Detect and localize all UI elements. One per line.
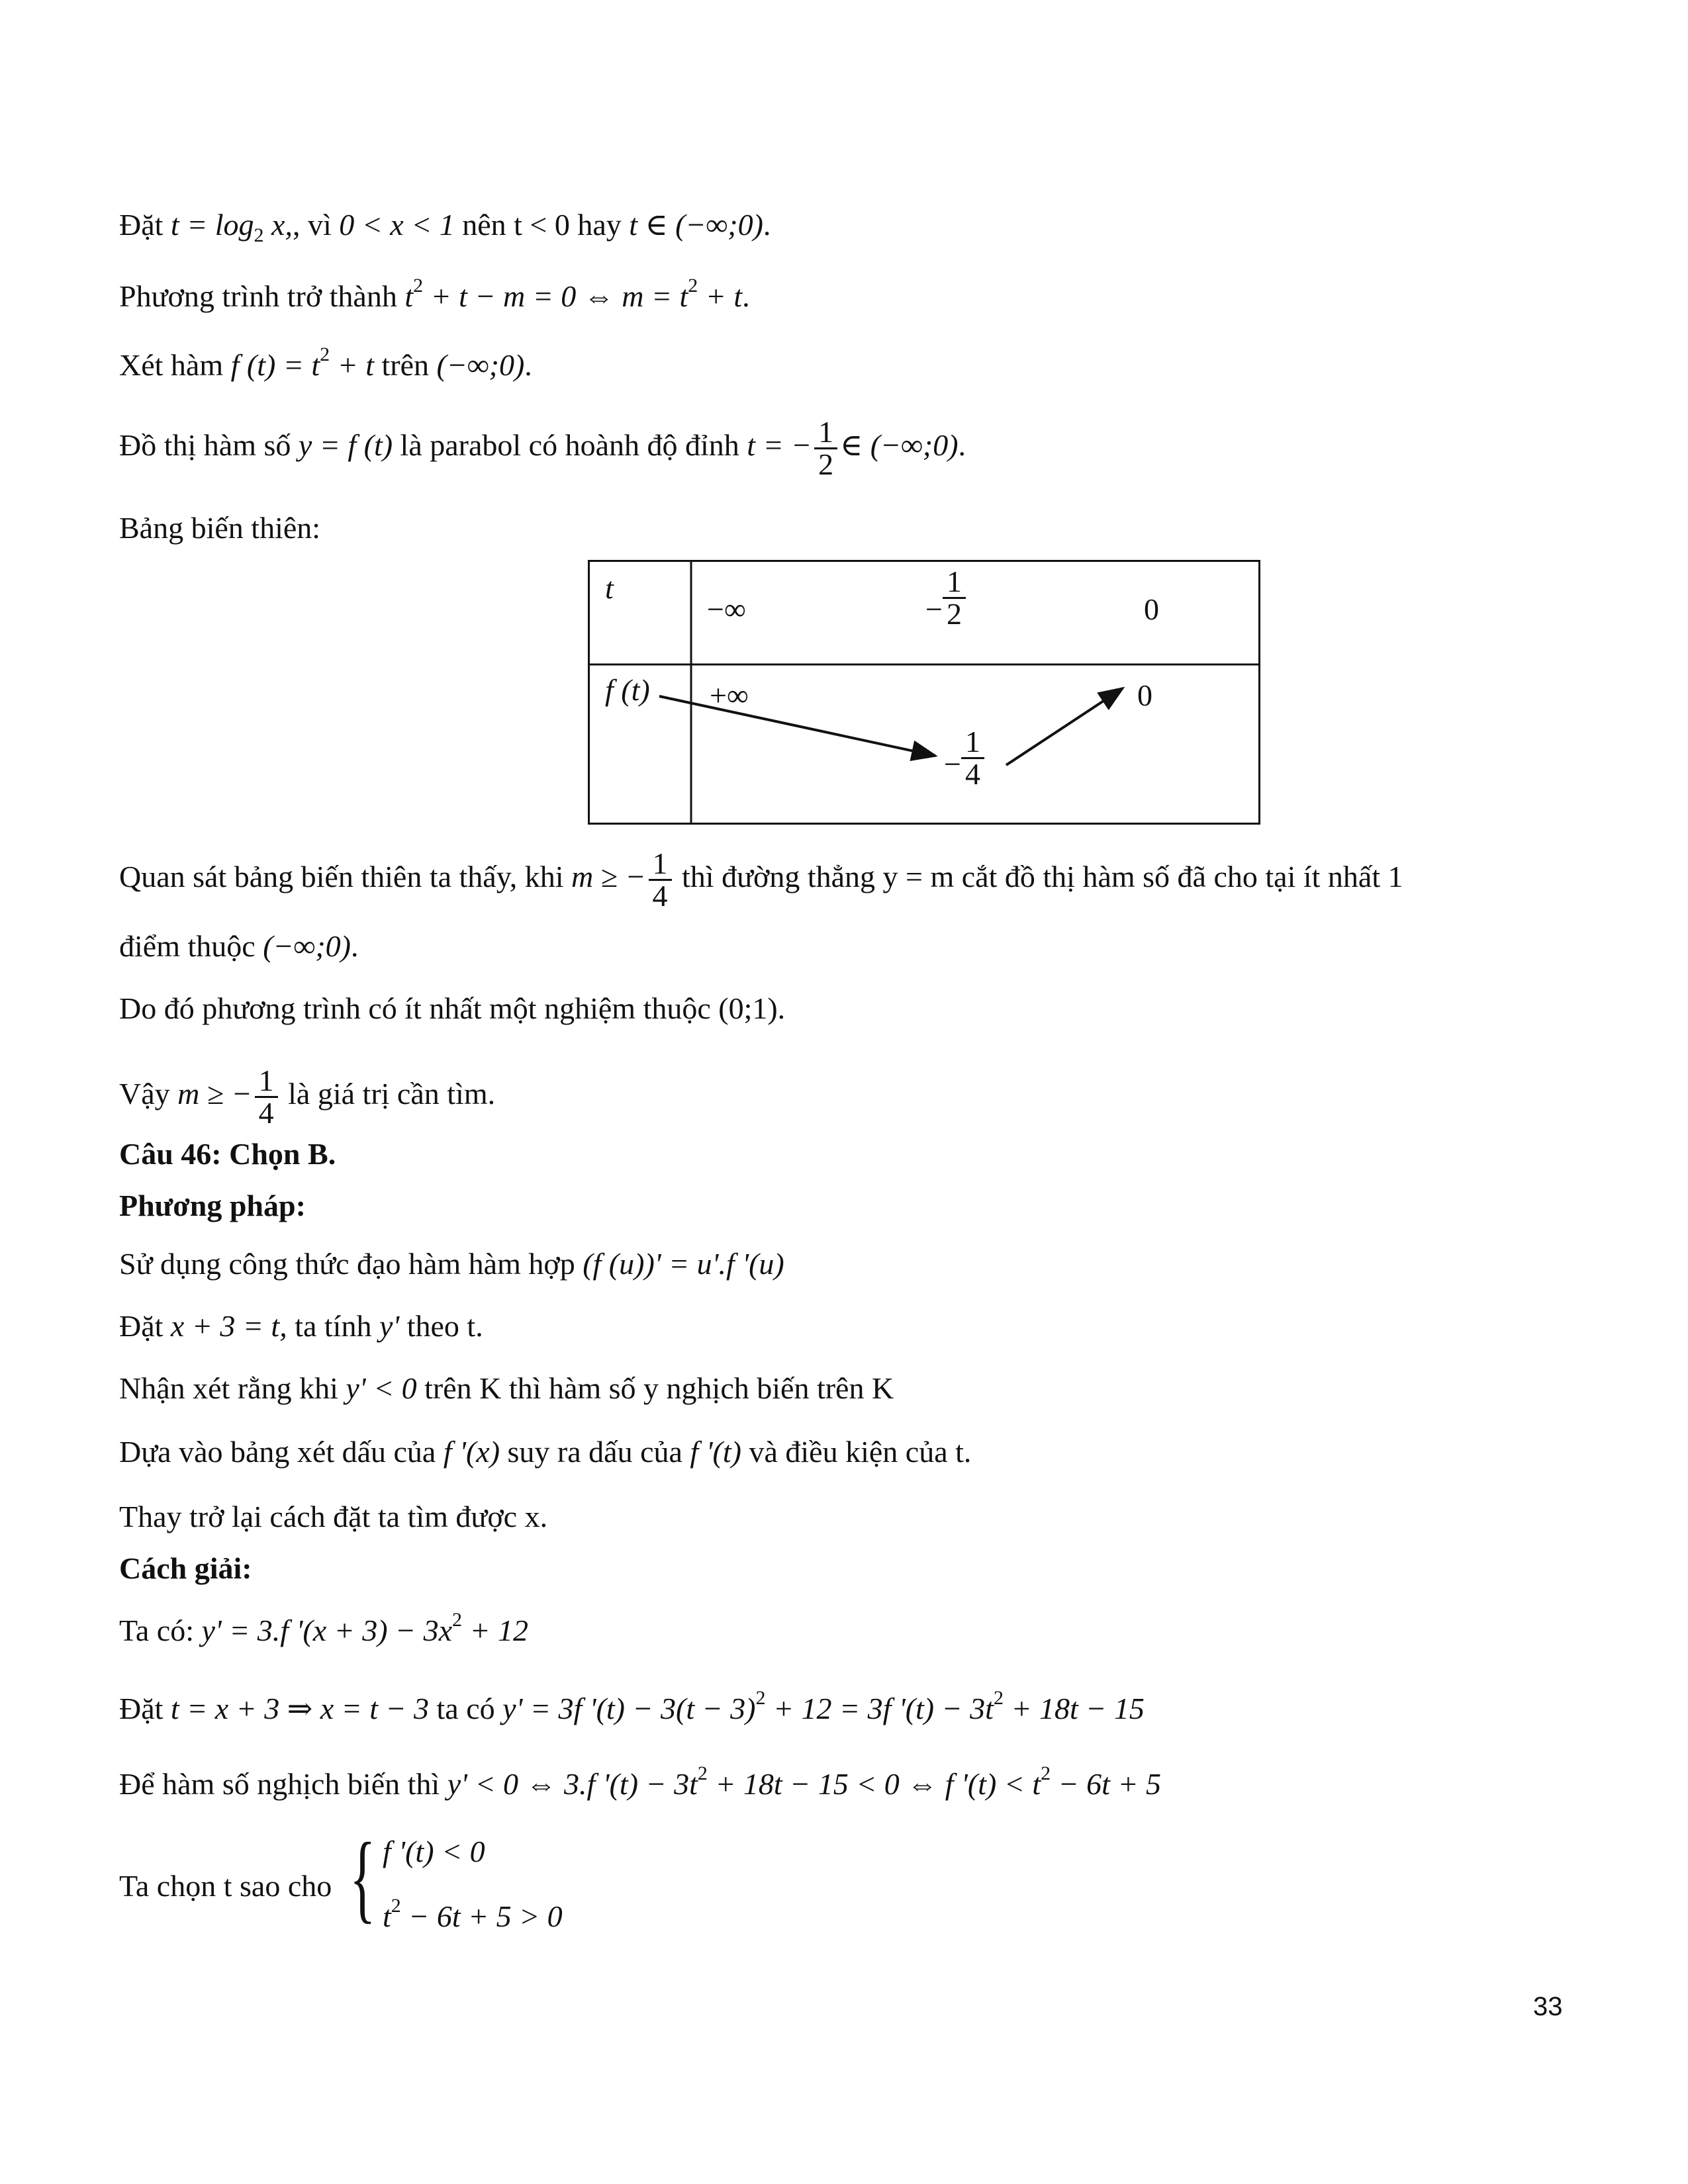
f-value-fraction — [961, 727, 984, 790]
math: f '(t) — [690, 1435, 741, 1469]
text: . — [742, 279, 750, 313]
math: − 6t + 5 > 0 — [400, 1899, 563, 1933]
math: t ∈ (−∞;0) — [629, 208, 763, 242]
math: y = f (t) — [298, 428, 393, 463]
math: − 6t + 5 — [1051, 1767, 1161, 1801]
fraction — [649, 848, 672, 911]
text-line-7 — [119, 927, 358, 966]
text: Phương pháp: — [119, 1189, 306, 1222]
fraction — [814, 417, 837, 480]
text-line-20 — [119, 1764, 1161, 1804]
math: + t − m = 0 ⇔ m = t — [423, 279, 688, 313]
text: Để hàm số nghịch biến thì — [119, 1767, 447, 1801]
text: . — [958, 428, 966, 463]
text: Vậy — [119, 1077, 178, 1111]
fraction-denominator: 4 — [961, 757, 984, 790]
text: . — [524, 348, 532, 382]
math-exponent: 2 — [413, 275, 424, 296]
text-line-12 — [119, 1244, 784, 1284]
math: 0 < x < 1 — [339, 208, 455, 242]
text: ta có — [429, 1692, 503, 1725]
math: + 18t − 15 < 0 ⇔ f '(t) < t — [707, 1767, 1041, 1801]
solution-heading — [119, 1549, 252, 1588]
t-value-zero: 0 — [1144, 592, 1159, 626]
text: Câu 46: Chọn B. — [119, 1137, 336, 1171]
math: t = x + 3 ⇒ x = t − 3 — [170, 1692, 430, 1725]
text: Dựa vào bảng xét dấu của — [119, 1435, 444, 1469]
text: trên K thì hàm số y nghịch biến trên K — [416, 1371, 894, 1405]
text-line-1 — [119, 205, 771, 245]
variation-table — [588, 560, 1260, 825]
text: Xét hàm — [119, 348, 231, 382]
increasing-arrow — [1006, 688, 1123, 765]
math-exponent: 2 — [697, 1762, 708, 1784]
math: ∈ (−∞;0) — [840, 428, 959, 463]
math: + 12 — [461, 1614, 529, 1647]
math: + 12 = 3f '(t) − 3t — [765, 1692, 994, 1725]
text: Đặt — [119, 1309, 171, 1343]
math-exponent: 2 — [391, 1895, 401, 1917]
system-row-1 — [383, 1832, 485, 1872]
math: m ≥ − — [177, 1077, 252, 1111]
f-value-zero: 0 — [1137, 678, 1152, 712]
math: t = − — [747, 428, 812, 463]
math-exponent: 2 — [993, 1687, 1004, 1709]
math: (−∞;0) — [436, 348, 525, 382]
text-line-15 — [119, 1432, 971, 1472]
text: Do đó phương trình có ít nhất một nghiệm thuộc (0;1). — [119, 991, 786, 1025]
math: t — [383, 1899, 391, 1933]
fraction-denominator: 2 — [943, 597, 966, 629]
math: y' = 3.f '(x + 3) − 3x — [201, 1614, 452, 1647]
text: điểm thuộc — [119, 929, 263, 963]
math: y' — [379, 1309, 400, 1343]
math: + 18t − 15 — [1003, 1692, 1145, 1725]
fraction-denominator: 4 — [255, 1096, 278, 1128]
page-number: 33 — [1533, 1992, 1563, 2021]
variation-table-grid — [588, 560, 1260, 825]
fraction-numerator: 1 — [965, 725, 980, 758]
math: x, — [263, 208, 293, 242]
fraction — [255, 1066, 278, 1128]
text-line-5 — [119, 508, 320, 548]
math: + t — [698, 279, 743, 313]
fraction-numerator: 1 — [947, 565, 962, 598]
text: Sử dụng công thức đạo hàm hàm hợp — [119, 1247, 583, 1281]
t-value-neg-infinity: −∞ — [707, 592, 746, 626]
math: f (t) = t — [230, 348, 320, 382]
text-line-13 — [119, 1306, 483, 1346]
f-row-label — [605, 672, 650, 707]
text: suy ra dấu của — [500, 1435, 690, 1469]
t-value-minus-sign: − — [925, 592, 943, 626]
text: Nhận xét rằng khi — [119, 1371, 346, 1405]
f-value-minus-sign: − — [944, 747, 961, 781]
math-exponent: 2 — [451, 1609, 462, 1631]
text: Đặt — [119, 208, 171, 242]
text: Cách giải: — [119, 1551, 252, 1585]
math: f '(x) — [443, 1435, 500, 1469]
text: Đồ thị hàm số — [119, 428, 299, 463]
math-exponent: 2 — [320, 343, 330, 365]
text-line-9 — [119, 1066, 495, 1128]
t-row-label: t — [605, 571, 614, 605]
fraction-denominator: 4 — [649, 879, 672, 911]
math: t — [404, 279, 414, 313]
text-line-14 — [119, 1369, 894, 1408]
question-heading — [119, 1134, 336, 1174]
fraction-numerator: 1 — [818, 415, 834, 449]
math: y' < 0 ⇔ 3.f '(t) − 3t — [447, 1767, 698, 1801]
text: Phương trình trở thành — [119, 279, 405, 313]
fraction-numerator: 1 — [652, 846, 668, 880]
text: Ta chọn t sao cho — [119, 1869, 332, 1903]
f-value-pos-infinity: +∞ — [710, 678, 749, 712]
text: Thay trở lại cách đặt ta tìm được x. — [119, 1500, 548, 1533]
math: m ≥ − — [571, 860, 646, 894]
text-line-4 — [119, 417, 966, 480]
math-exponent: 2 — [688, 275, 698, 296]
f-row-label-text: f (t) — [605, 673, 650, 707]
text-line-18 — [119, 1611, 528, 1651]
fraction-denominator: 2 — [814, 447, 837, 480]
math-subscript: 2 — [254, 224, 264, 246]
text-line-8 — [119, 989, 785, 1028]
math-exponent: 2 — [755, 1687, 766, 1709]
text: là parabol có hoành độ đỉnh — [393, 428, 747, 463]
text: ta tính — [287, 1309, 379, 1343]
math: y' = 3f '(t) − 3(t − 3) — [502, 1692, 756, 1725]
math: = log — [179, 208, 254, 242]
math-exponent: 2 — [1041, 1762, 1051, 1784]
system-row-2 — [383, 1897, 563, 1936]
text-line-19 — [119, 1689, 1145, 1729]
fraction-numerator: 1 — [258, 1064, 274, 1097]
text: theo t. — [399, 1309, 483, 1343]
t-value-fraction — [943, 567, 966, 629]
text: là giá trị cần tìm. — [280, 1077, 496, 1111]
text: Quan sát bảng biến thiên ta thấy, khi — [119, 860, 572, 894]
text: và điều kiện của t. — [741, 1435, 972, 1469]
decreasing-arrow — [659, 696, 935, 756]
math: + t — [330, 348, 374, 382]
text-line-21 — [119, 1866, 332, 1906]
text: Đặt — [119, 1692, 171, 1725]
text-line-6 — [119, 848, 1403, 911]
math: (−∞;0) — [263, 929, 351, 963]
text: . — [350, 929, 359, 963]
system-brace: { — [350, 1823, 376, 1933]
math: t — [170, 208, 179, 242]
text-line-3 — [119, 345, 532, 385]
text: nên t < 0 hay — [454, 208, 630, 242]
text-line-16 — [119, 1497, 547, 1537]
text: . — [763, 208, 771, 242]
text-line-2 — [119, 277, 750, 316]
text: Ta có: — [119, 1614, 202, 1647]
text: thì đường thẳng y = m cắt đồ thị hàm số đã cho tại ít nhất 1 — [674, 860, 1403, 894]
text: Bảng biến thiên: — [119, 511, 321, 545]
math: (f (u))' = u'.f '(u) — [583, 1247, 784, 1281]
text: , vì — [292, 208, 340, 242]
text: trên — [373, 348, 437, 382]
math: x + 3 = t, — [170, 1309, 287, 1343]
math: y' < 0 — [346, 1371, 417, 1405]
method-heading — [119, 1186, 306, 1226]
math: f '(t) < 0 — [383, 1835, 485, 1868]
